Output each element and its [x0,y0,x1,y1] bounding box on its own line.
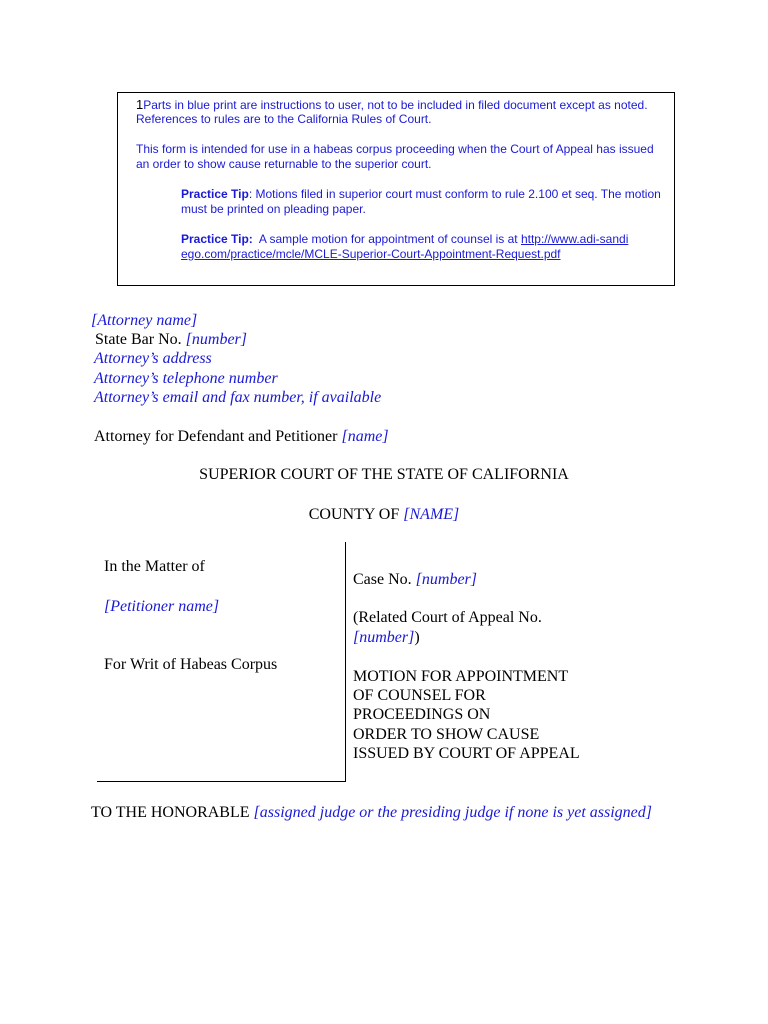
related-appeal-line [353,628,420,647]
instructions-p1 [136,97,696,113]
practice-tip-2-text: A sample motion for appointment of counsel is at [252,232,521,246]
salutation-label: TO THE HONORABLE [91,804,254,821]
case-number-value: [number] [415,571,477,588]
attorney-address: Attorney’s address [94,350,212,367]
county-line [0,505,768,524]
attorney-for-label: Attorney for Defendant and Petitioner [94,428,342,445]
motion-title-line-2: OF COUNSEL FOR [353,687,486,704]
case-number-label: Case No. [353,571,416,588]
case-number-line [353,570,477,589]
attorney-for-line [94,427,389,446]
salutation-line [91,803,652,822]
caption-vertical-rule [345,542,346,782]
caption-horizontal-rule [97,781,346,782]
attorney-name: [Attorney name] [91,312,198,329]
motion-title-line-1: MOTION FOR APPOINTMENT [353,668,569,685]
petitioner-name: [Petitioner name] [104,598,220,615]
state-bar-value: [number] [185,331,247,348]
practice-tip-2 [181,232,631,262]
motion-title-line-4: ORDER TO SHOW CAUSE [353,726,540,743]
in-the-matter-of: In the Matter of [104,558,205,575]
related-appeal-close: ) [414,629,420,646]
instructions-line-3: This form is intended for use in a habeas corpus proceeding when the Court of Appeal has issued [136,142,654,156]
attorney-phone: Attorney’s telephone number [94,370,278,387]
county-value: [NAME] [403,506,460,523]
instructions-line-2: References to rules are to the California Rules of Court. [136,112,432,126]
practice-tip-1 [181,187,661,217]
state-bar-line [95,330,247,349]
instructions-box [117,92,675,286]
practice-tip-2-link[interactable]: http://www.adi-sandiego.com/practice/mcle/MCLE-Superior-Court-Appointment-Request.pdf [181,232,629,261]
instructions-line-1: Parts in blue print are instructions to user, not to be included in filed document except as noted. [143,98,648,112]
instructions-line-4: an order to show cause returnable to the superior court. [136,157,432,171]
practice-tip-2-label: Practice Tip: [181,232,253,246]
practice-tip-1-text: : Motions filed in superior court must conform to rule 2.100 et seq. The motion must be printed on pleading paper. [181,187,661,216]
writ-of-habeas-corpus: For Writ of Habeas Corpus [104,656,278,673]
practice-tip-1-label: Practice Tip [181,187,249,201]
attorney-for-value: [name] [341,428,389,445]
attorney-email-fax: Attorney’s email and fax number, if available [94,389,382,406]
court-title: SUPERIOR COURT OF THE STATE OF CALIFORNIA [199,466,569,483]
state-bar-label: State Bar No. [95,331,186,348]
motion-title-line-5: ISSUED BY COURT OF APPEAL [353,745,580,762]
motion-title-line-3: PROCEEDINGS ON [353,706,491,723]
related-appeal-value: [number] [353,629,415,646]
related-appeal-label: (Related Court of Appeal No. [353,609,542,626]
salutation-value: [assigned judge or the presiding judge if none is yet assigned] [253,804,652,821]
footnote-marker: 1 [136,97,144,112]
county-label: COUNTY OF [308,506,404,523]
